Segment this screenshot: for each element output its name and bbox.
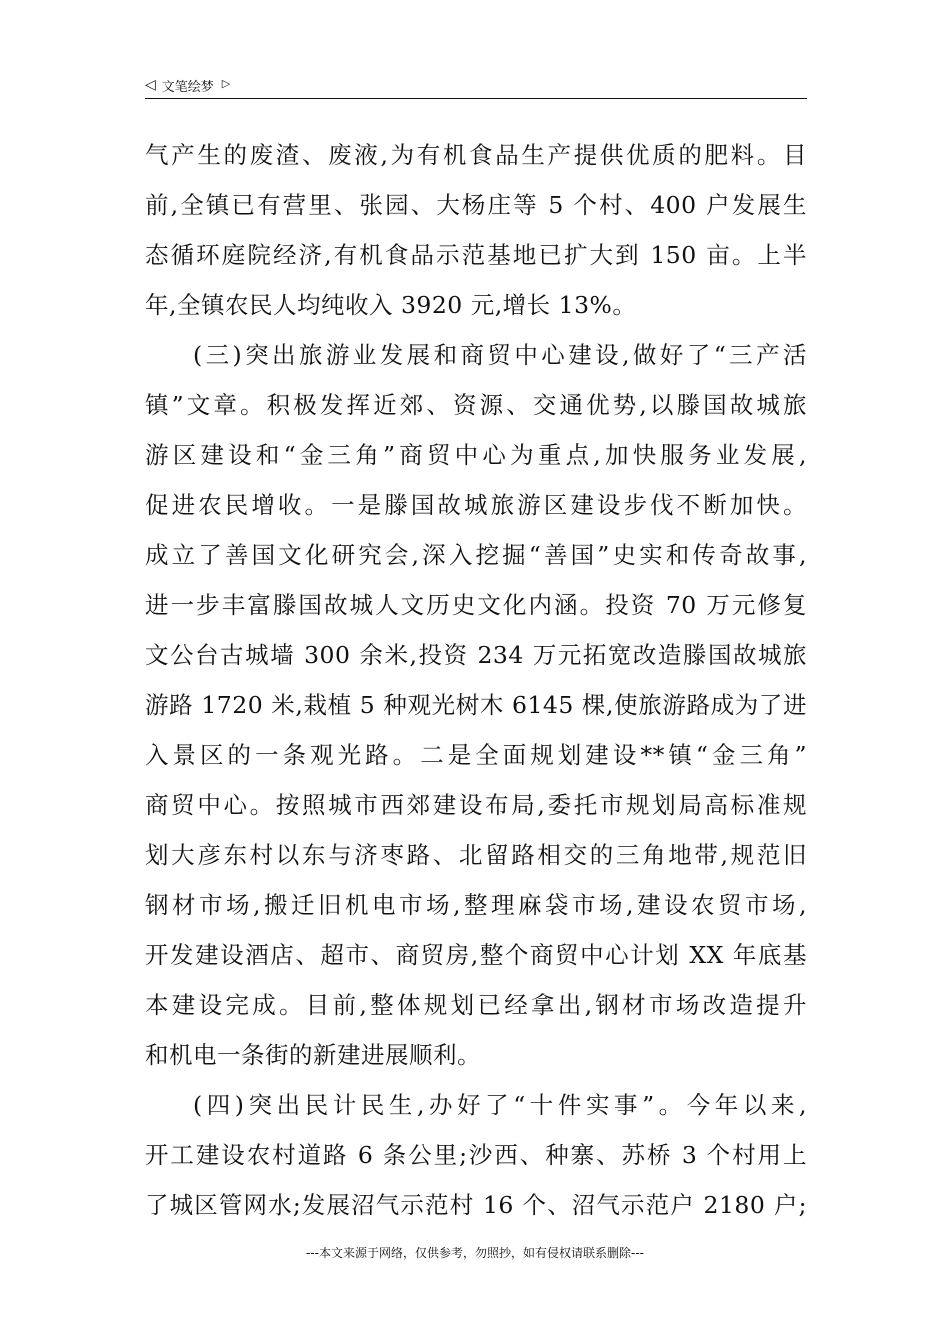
text-line: 镇”文章。积极发挥近郊、资源、交通优势,以滕国故城旅: [145, 391, 807, 419]
text-line: 成立了善国文化研究会,深入挖掘“善国”史实和传奇故事,: [145, 541, 807, 569]
text-line: 本建设完成。目前,整体规划已经拿出,钢材市场改造提升: [145, 991, 807, 1019]
header-divider: [145, 98, 807, 99]
triangle-left-icon: ◁: [145, 77, 156, 93]
text-line: 游区建设和“金三角”商贸中心为重点,加快服务业发展,: [145, 441, 807, 469]
text-line: 商贸中心。按照城市西郊建设布局,委托市规划局高标准规: [145, 791, 807, 819]
text-line: 年,全镇农民人均纯收入 3920 元,增长 13%。: [145, 291, 637, 319]
text-line: 划大彦东村以东与济枣路、北留路相交的三角地带,规范旧: [145, 841, 807, 869]
text-line: 进一步丰富滕国故城人文历史文化内涵。投资 70 万元修复: [145, 591, 807, 619]
text-line: 和机电一条街的新建进展顺利。: [145, 1041, 481, 1069]
text-line: 开发建设酒店、超市、商贸房,整个商贸中心计划 XX 年底基: [145, 941, 807, 969]
page-footer-disclaimer: ---本文来源于网络，仅供参考，勿照抄，如有侵权请联系删除---: [306, 1246, 644, 1260]
text-line: 开工建设农村道路 6 条公里;沙西、种寨、苏桥 3 个村用上: [145, 1141, 807, 1169]
text-line: 钢材市场,搬迁旧机电市场,整理麻袋市场,建设农贸市场,: [145, 891, 807, 919]
paragraph-first-line: (四)突出民计民生,办好了“十件实事”。今年以来,: [193, 1091, 807, 1119]
text-line: 气产生的废渣、废液,为有机食品生产提供优质的肥料。目: [145, 141, 807, 169]
text-line: 促进农民增收。一是滕国故城旅游区建设步伐不断加快。: [145, 491, 807, 519]
text-line: 前,全镇已有营里、张园、大杨庄等 5 个村、400 户发展生: [145, 191, 807, 219]
document-body: [145, 130, 807, 1230]
text-line: 入景区的一条观光路。二是全面规划建设**镇“金三角”: [145, 741, 807, 769]
paragraph-first-line: (三)突出旅游业发展和商贸中心建设,做好了“三产活: [193, 341, 807, 369]
text-line: 态循环庭院经济,有机食品示范基地已扩大到 150 亩。上半: [145, 241, 807, 269]
header-title: 文笔绘梦: [161, 79, 214, 95]
text-line: 游路 1720 米,栽植 5 种观光树木 6145 棵,使旅游路成为了进: [145, 691, 807, 719]
text-line: 了城区管网水;发展沼气示范村 16 个、沼气示范户 2180 户;: [145, 1191, 807, 1219]
page-header: [145, 72, 807, 98]
text-line: 文公台古城墙 300 余米,投资 234 万元拓宽改造滕国故城旅: [145, 641, 807, 669]
triangle-right-icon: ▷: [221, 76, 231, 90]
